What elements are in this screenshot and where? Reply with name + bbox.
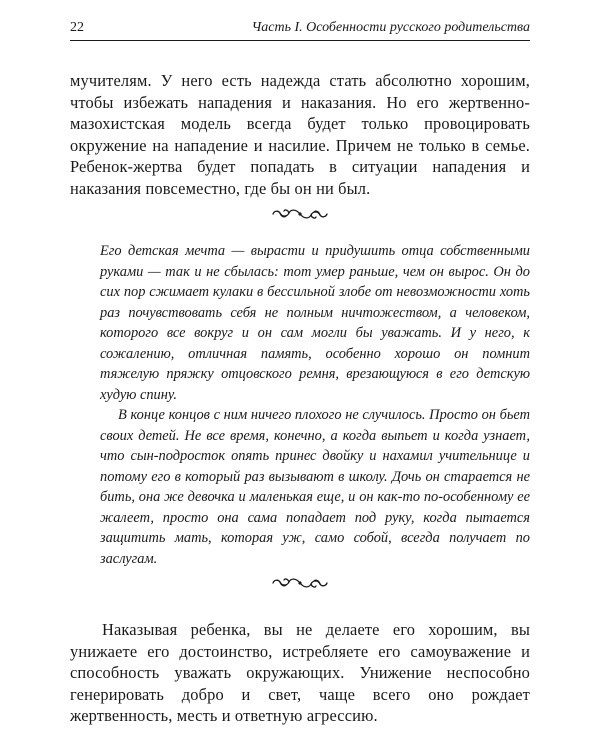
- running-header: [70, 18, 530, 41]
- body-paragraph-1: мучителям. У него есть надежда стать абсолютно хорошим, чтобы избежать нападения и наказания. Но его жертвенно-мазохистская модель всегда будет только провоцировать окружение на нападение и насилие. Причем не только в семье. Ребенок-жертва будет попадать в ситуации нападения и наказания повсеместно, где бы он ни был.: [70, 71, 530, 198]
- italic-paragraph-1: Его детская мечта — вырасти и придушить отца собственными руками — так и не сбылась: тот умер раньше, чем он вырос. Он до сих пор сжимает кулаки в бессильной злобе от невозможности хоть раз почувствовать себя не полным ничтожеством, а человеком, которого все вокруг и он сам могли бы уважать. И у него, к сожалению, отличная память, особенно хорошо он помнит тяжелую пряжку отцовского ремня, врезающуюся в его детскую худую спину.: [100, 243, 530, 403]
- italic-paragraph-2: В конце концов с ним ничего плохого не случилось. Просто он бьет своих детей. Не все время, конечно, а когда выпьет и когда узнает, что сын-подросток опять принес двойку и нахамил учительнице и потому его в который раз вызывают в школу. Дочь он старается не бить, она же девочка и маленькая еще, и он как-то по-особенному ее жалеет, просто она сама попадает под руку, когда пытается защитить мать, которая уж, само собой, всегда получает по заслугам.: [100, 407, 530, 567]
- floral-divider-icon: [270, 206, 330, 222]
- body-paragraph-2: Наказывая ребенка, вы не делаете его хорошим, вы унижаете его достоинство, истребляете его самоуважение и способность уважать окружающих. Унижение неспособно генерировать добро и свет, чаще всего оно рождает жертвенность, месть и ответную агрессию.: [70, 620, 530, 725]
- page-number: 22: [70, 20, 84, 35]
- floral-divider-icon: [270, 575, 330, 591]
- running-title: Часть I. Особенности русского родительства: [251, 20, 530, 35]
